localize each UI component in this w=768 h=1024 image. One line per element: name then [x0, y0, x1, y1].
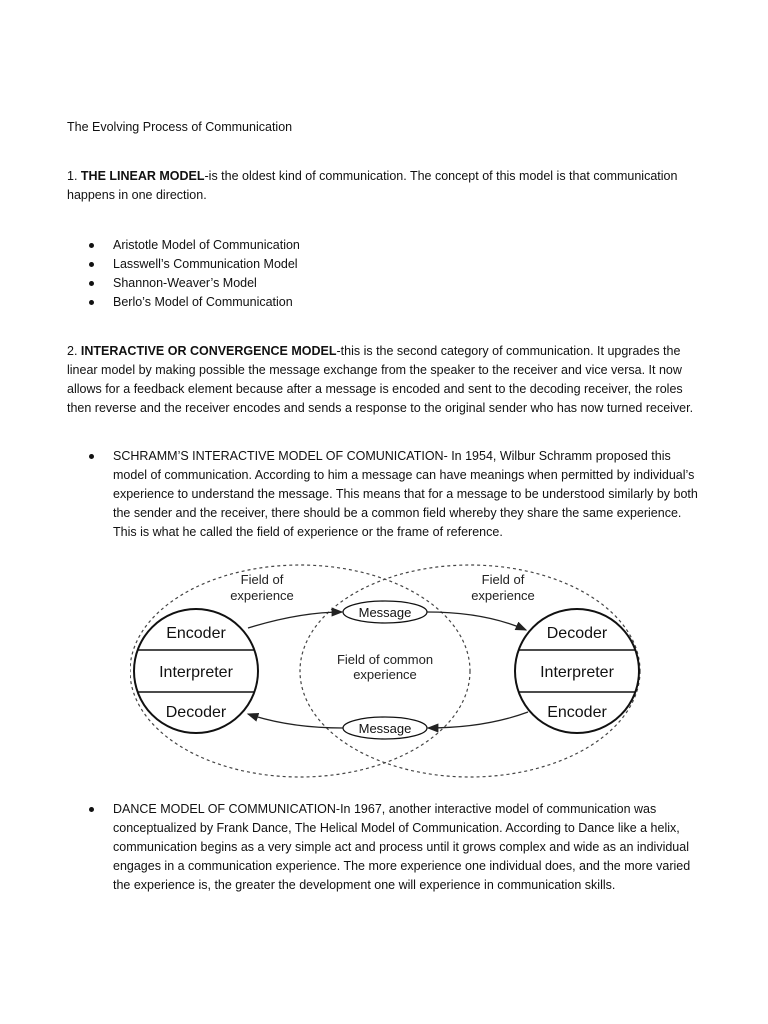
- message-bottom-label: Message: [358, 721, 412, 736]
- bullet-icon: [89, 454, 94, 459]
- common-field-label: Field of common: [336, 652, 434, 667]
- common-field-label: experience: [353, 667, 417, 682]
- right-encoder-label: Encoder: [547, 704, 607, 721]
- list-item: Shannon-Weaver’s Model: [67, 274, 707, 293]
- right-field-label: experience: [471, 588, 535, 603]
- dance-list: [67, 800, 707, 895]
- schramm-model-diagram: [130, 562, 650, 780]
- list-item: [67, 447, 707, 542]
- list-item: Berlo’s Model of Communication: [67, 293, 707, 312]
- bullet-icon: [89, 281, 94, 286]
- interactive-model-heading: INTERACTIVE OR CONVERGENCE MODEL: [80, 344, 337, 358]
- bullet-icon: [89, 300, 94, 305]
- arrow-to-message-bottom: [428, 712, 528, 728]
- right-field-label: Field of: [481, 572, 525, 587]
- left-decoder-label: Decoder: [165, 704, 227, 721]
- bullet-icon: [89, 262, 94, 267]
- right-interpreter-label: Interpreter: [540, 664, 614, 681]
- interactive-model-paragraph: [67, 342, 707, 418]
- linear-model-paragraph: [67, 167, 707, 205]
- left-field-label: experience: [230, 588, 294, 603]
- message-top-label: Message: [358, 605, 412, 620]
- arrow-to-left-decoder: [248, 714, 343, 728]
- list-item: Lasswell’s Communication Model: [67, 255, 707, 274]
- linear-model-list: [67, 236, 707, 312]
- interactive-model-text: -this is the second category of communication. It upgrades the linear model by making possible the message exchange from the speaker to the receiver and vice versa. It now allows for a feedback element because after a message is encoded and sent to the decoding receiver, the roles then reverse and the receiver encodes and sends a response to the original sender who has now turned receiver.: [67, 344, 694, 415]
- linear-model-text: -is the oldest kind of communication. The concept of this model is that communication happens in one direction.: [67, 169, 678, 202]
- left-field-label: Field of: [240, 572, 284, 587]
- section-number: 2.: [67, 344, 81, 358]
- left-interpreter-label: Interpreter: [159, 664, 233, 681]
- arrow-to-decoder: [427, 612, 526, 630]
- section-number: 1.: [67, 169, 81, 183]
- left-encoder-label: Encoder: [166, 625, 226, 642]
- bullet-icon: [89, 807, 94, 812]
- linear-model-heading: THE LINEAR MODEL: [80, 169, 205, 183]
- schramm-list: [67, 447, 707, 542]
- dance-text: DANCE MODEL OF COMMUNICATION-In 1967, another interactive model of communication was conceptualized by Frank Dance, The Helical Model of Communication. According to Dance like a helix, communication begins as a very simple act and process until it grows complex and wide as an individual engages in a communication experience. The more experience one individual does, and the more varied the experience is, the greater the development one will experience in communication skills.: [113, 802, 691, 892]
- right-decoder-label: Decoder: [546, 625, 608, 642]
- arrow-to-message: [248, 612, 342, 628]
- list-item: Aristotle Model of Communication: [67, 236, 707, 255]
- bullet-icon: [89, 243, 94, 248]
- list-item: [67, 800, 707, 895]
- schramm-text: SCHRAMM’S INTERACTIVE MODEL OF COMUNICATION- In 1954, Wilbur Schramm proposed this model of communication. According to him a message can have meanings when permitted by individual’s experience to understand the message. This means that for a message to be understood similarly by both the sender and the receiver, there should be a common field whereby they share the same experience. This is what he called the field of experience or the frame of reference.: [113, 449, 698, 539]
- document-title: The Evolving Process of Communication: [67, 120, 293, 134]
